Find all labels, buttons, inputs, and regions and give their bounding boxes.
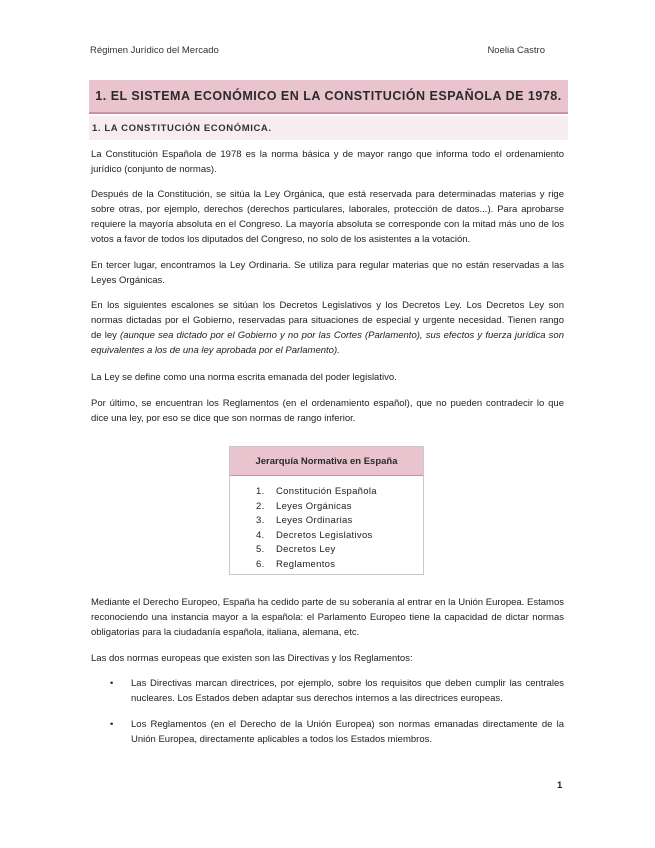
hierarchy-item-number: 4. — [256, 529, 265, 541]
hierarchy-item-label: Decretos Ley — [276, 544, 336, 555]
bullet-item-directivas — [91, 676, 564, 706]
paragraph-decretos-text: En los siguientes escalones se sitúan los Decretos Legislativos y los Decretos Ley. Los Decretos Ley son normas dictadas por el Gobierno, reservadas para situaciones de especial y urgente necesidad. Tienen rango de ley — [91, 300, 564, 341]
section-heading: 1. EL SISTEMA ECONÓMICO EN LA CONSTITUCIÓN ESPAÑOLA DE 1978. — [89, 80, 568, 114]
bullet-icon: • — [110, 719, 114, 730]
bullet-icon: • — [110, 678, 114, 689]
paragraph-decretos — [91, 298, 564, 358]
hierarchy-item-label: Leyes Orgánicas — [276, 500, 352, 512]
header-author: Noelia Castro — [487, 45, 545, 56]
hierarchy-item-number: 5. — [256, 544, 265, 555]
subsection-heading: 1. LA CONSTITUCIÓN ECONÓMICA. — [89, 116, 568, 140]
paragraph-normas-europeas: Las dos normas europeas que existen son las Directivas y los Reglamentos: — [91, 653, 413, 664]
bullet-text: Las Directivas marcan directrices, por ejemplo, sobre los requisitos que deben cumplir las centrales nucleares. Los Estados deben adaptar sus derechos internos a las directrices europeas. — [131, 678, 564, 704]
bullet-text: Los Reglamentos (en el Derecho de la Unión Europea) son normas emanadas directamente de la Unión Europea, directamente aplicables a todos los Estados miembros. — [131, 719, 564, 745]
paragraph-decretos-italic: (aunque sea dictado por el Gobierno y no por las Cortes (Parlamento), sus efectos y fuerza jurídica son equivalentes a los de una ley aprobada por el Parlamento). — [91, 330, 564, 356]
bullet-list — [91, 676, 564, 747]
bullet-item-reglamentos — [91, 717, 564, 747]
hierarchy-list — [230, 485, 423, 572]
header-course-title: Régimen Jurídico del Mercado — [90, 45, 219, 56]
hierarchy-item-number: 6. — [256, 558, 265, 570]
hierarchy-item-number: 1. — [256, 486, 265, 497]
hierarchy-item-label: Decretos Legislativos — [276, 529, 373, 541]
paragraph-constitution: La Constitución Española de 1978 es la norma básica y de mayor rango que informa todo el ordenamiento jurídico (conjunto de normas). — [91, 149, 564, 175]
hierarchy-table-title: Jerarquía Normativa en España — [230, 447, 423, 476]
hierarchy-item — [230, 558, 423, 573]
paragraph-ley-definition: La Ley se define como una norma escrita emanada del poder legislativo. — [91, 372, 397, 383]
page-number: 1 — [557, 780, 563, 791]
hierarchy-item — [230, 485, 423, 500]
hierarchy-item — [230, 529, 423, 544]
paragraph-ley-organica: Después de la Constitución, se sitúa la Ley Orgánica, que está reservada para determinadas materias y rige sobre otras, por ejemplo, derechos (derechos particulares, laborales, protección de datos...). Para aprobarse requiere la mayoría absoluta en el Congreso. La mayoría absoluta se corresponde con la mitad más uno de los votos a favor de todos los diputados del Congreso, no solo de los asistentes a la votación. — [91, 189, 564, 245]
hierarchy-item — [230, 543, 423, 558]
hierarchy-item-number: 3. — [256, 515, 265, 526]
hierarchy-table — [229, 446, 424, 575]
hierarchy-item-label: Leyes Ordinarias — [276, 515, 353, 526]
hierarchy-item — [230, 500, 423, 515]
hierarchy-item-label: Reglamentos — [276, 558, 336, 570]
paragraph-derecho-europeo: Mediante el Derecho Europeo, España ha cedido parte de su soberanía al entrar en la Unión Europea. Estamos reconociendo una instancia mayor a la española: el Parlamento Europeo tiene la capacidad de dictar normas obligatorias para la ciudadanía española, italiana, alemana, etc. — [91, 597, 564, 638]
hierarchy-item-number: 2. — [256, 500, 265, 512]
paragraph-ley-ordinaria: En tercer lugar, encontramos la Ley Ordinaria. Se utiliza para regular materias que no están reservadas a las Leyes Orgánicas. — [91, 260, 564, 286]
hierarchy-item — [230, 514, 423, 529]
hierarchy-item-label: Constitución Española — [276, 486, 377, 497]
paragraph-reglamentos: Por último, se encuentran los Reglamentos (en el ordenamiento español), que no pueden contradecir lo que dice una ley, por eso se dice que son normas de rango inferior. — [91, 398, 564, 424]
